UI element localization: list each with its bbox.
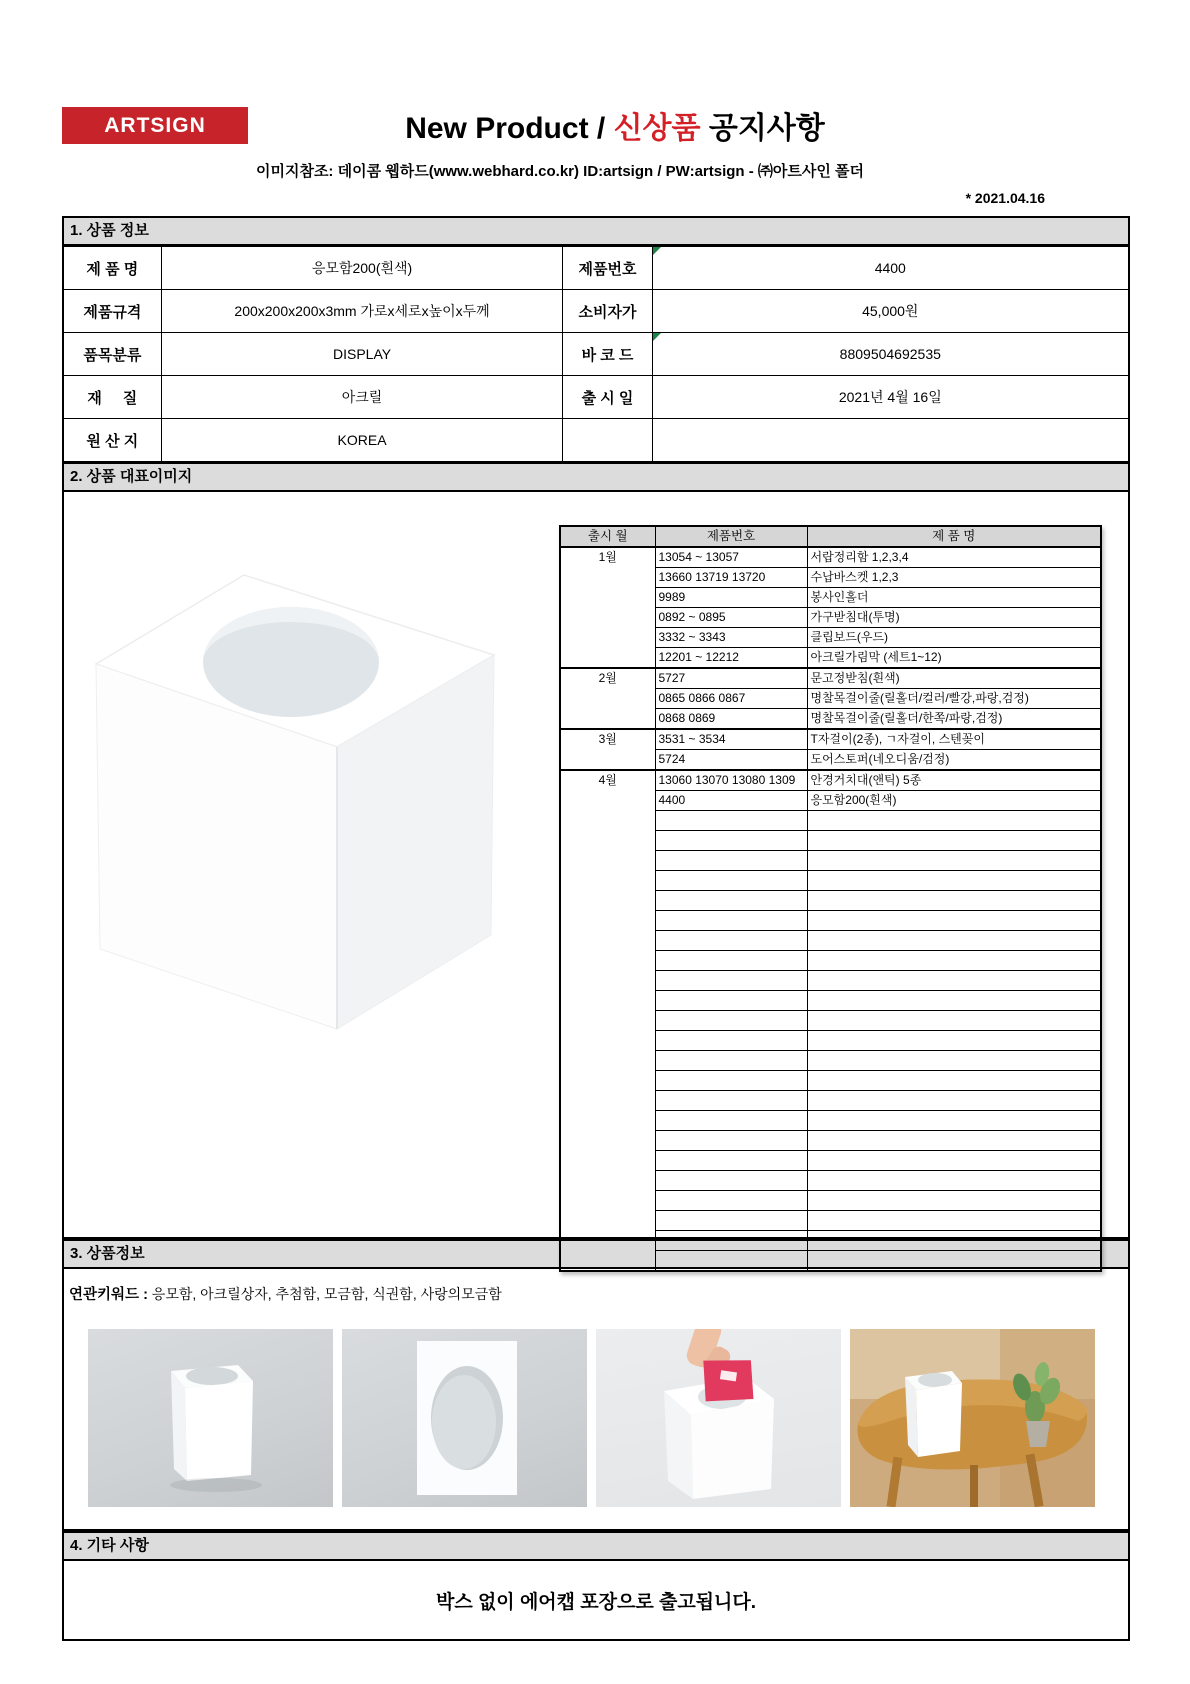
product-name-cell [807,811,1101,831]
thumbnail-card-insert [596,1329,841,1507]
info-label: 소비자가 [563,290,652,333]
product-name-cell: 명찰목걸이줄(릴홀더/한쪽/파랑,검정) [807,709,1101,730]
info-value: 8809504692535 [652,333,1128,376]
product-name-cell: 응모함200(흰색) [807,791,1101,811]
product-name-cell [807,1031,1101,1051]
info-value [652,419,1128,462]
thumbnail-hole-closeup [342,1329,587,1507]
schedule-column-header: 출시 월 [560,526,655,547]
product-number-cell: 0865 0866 0867 [655,689,807,709]
product-number-cell [655,971,807,991]
product-name-cell [807,911,1101,931]
product-number-cell [655,1031,807,1051]
product-number-cell [655,931,807,951]
product-number-cell [655,951,807,971]
schedule-header-row [560,526,1101,547]
release-month-cell: 3월 [560,729,655,770]
product-name-cell [807,1111,1101,1131]
section3-header: 3. 상품정보 [64,1239,1128,1269]
thumb1-box-illustration [88,1329,333,1507]
product-name-cell: 봉사인홀더 [807,588,1101,608]
product-number-cell: 13660 13719 13720 [655,568,807,588]
info-value: 200x200x200x3mm 가로x세로x높이x두께 [161,290,563,333]
info-value: 2021년 4월 16일 [652,376,1128,419]
product-number-cell: 5724 [655,750,807,771]
info-label: 원 산 지 [64,419,161,462]
product-number-cell: 3332 ~ 3343 [655,628,807,648]
image-reference-note: 이미지참조: 데이콤 웹하드(www.webhard.co.kr) ID:artsign / PW:artsign - ㈜아트사인 폴더 [255,163,865,180]
title-part2: 공지사항 [700,112,825,145]
product-number-cell [655,851,807,871]
product-info-row [64,376,1128,419]
product-name-cell: 클립보드(우드) [807,628,1101,648]
product-name-cell [807,1131,1101,1151]
product-number-cell [655,871,807,891]
section1-header: 1. 상품 정보 [64,218,1128,246]
product-number-cell: 0892 ~ 0895 [655,608,807,628]
product-number-cell [655,1051,807,1071]
product-number-cell [655,1131,807,1151]
page-title [40,103,1190,147]
thumb4-scene-illustration [850,1329,1095,1507]
product-info-row [64,333,1128,376]
artsign-logo-text: ARTSIGN [104,113,206,137]
product-number-cell [655,1191,807,1211]
info-value: KOREA [161,419,563,462]
info-label: 바 코 드 [563,333,652,376]
product-number-cell: 12201 ~ 12212 [655,648,807,669]
product-name-cell [807,1151,1101,1171]
schedule-column-header: 제품번호 [655,526,807,547]
product-name-cell [807,1091,1101,1111]
section2-header: 2. 상품 대표이미지 [64,462,1128,492]
release-month-cell: 1월 [560,547,655,668]
schedule-row [560,547,1101,568]
product-name-cell [807,1251,1101,1272]
product-name-cell: 서랍정리함 1,2,3,4 [807,547,1101,568]
product-name-cell [807,951,1101,971]
product-number-cell [655,1231,807,1251]
thumbnail-box-angled [88,1329,333,1507]
product-number-cell: 5727 [655,668,807,689]
product-info-row [64,290,1128,333]
info-label: 출 시 일 [563,376,652,419]
excel-comment-marker-icon [653,333,661,341]
product-number-cell [655,1151,807,1171]
product-name-cell [807,1011,1101,1031]
product-number-cell [655,1111,807,1131]
section3-content [64,1269,1128,1531]
product-name-cell: 수납바스켓 1,2,3 [807,568,1101,588]
info-value: 45,000원 [652,290,1128,333]
product-number-cell: 9989 [655,588,807,608]
product-number-cell [655,1011,807,1031]
shipping-note: 박스 없이 에어캡 포장으로 출고됩니다. [435,1591,757,1613]
product-name-cell [807,1051,1101,1071]
info-label [563,419,652,462]
info-label: 제품번호 [563,247,652,290]
product-name-cell: 도어스토퍼(네오디움/검정) [807,750,1101,771]
product-number-cell: 13060 13070 13080 1309 [655,770,807,791]
product-name-cell: 문고정받침(흰색) [807,668,1101,689]
info-value: DISPLAY [161,333,563,376]
release-month-cell: 2월 [560,668,655,729]
thumb3-insert-illustration [596,1329,841,1507]
info-value: 4400 [652,247,1128,290]
product-name-cell: 명찰목걸이줄(릴홀더/컬러/빨강,파랑,검정) [807,689,1101,709]
date-note: * 2021.04.16 [965,190,1045,206]
schedule-row [560,729,1101,750]
schedule-row [560,668,1101,689]
section4-content [64,1561,1128,1639]
product-photo [94,567,524,1032]
schedule-row [560,770,1101,791]
product-number-cell: 0868 0869 [655,709,807,730]
product-number-cell: 4400 [655,791,807,811]
section2-content [64,492,1128,1239]
product-name-cell [807,1211,1101,1231]
thumbnail-table-scene [850,1329,1095,1507]
info-label: 제 품 명 [64,247,161,290]
product-number-cell: 13054 ~ 13057 [655,547,807,568]
product-name-cell [807,831,1101,851]
product-number-cell [655,811,807,831]
product-name-cell [807,871,1101,891]
product-name-cell: T자걸이(2종), ㄱ자걸이, 스텐꽂이 [807,729,1101,750]
info-label: 재 질 [64,376,161,419]
excel-comment-marker-icon [653,247,661,255]
product-number-cell [655,991,807,1011]
product-number-cell [655,1211,807,1231]
info-value: 아크릴 [161,376,563,419]
product-name-cell [807,1071,1101,1091]
info-value: 응모함200(흰색) [161,247,563,290]
product-info-row [64,247,1128,290]
document-frame [62,216,1130,1641]
product-number-cell [655,1171,807,1191]
release-schedule-table [559,525,1102,1272]
info-label: 품목분류 [64,333,161,376]
product-number-cell [655,891,807,911]
related-keywords [64,1269,1128,1304]
keywords-list: 응모함, 아크릴상자, 추첨함, 모금함, 식권함, 사랑의모금함 [147,1286,502,1302]
product-number-cell [655,1251,807,1272]
section4-header: 4. 기타 사항 [64,1531,1128,1561]
product-info-row [64,419,1128,462]
product-name-cell [807,891,1101,911]
product-name-cell [807,971,1101,991]
product-name-cell: 안경거치대(앤틱) 5종 [807,770,1101,791]
product-number-cell [655,1071,807,1091]
keywords-label: 연관키워드 : [69,1287,148,1303]
product-number-cell [655,1091,807,1111]
schedule-column-header: 제 품 명 [807,526,1101,547]
product-name-cell [807,931,1101,951]
product-info-table [64,246,1128,462]
product-name-cell [807,991,1101,1011]
release-month-cell: 4월 [560,770,655,1271]
title-accent: 신상품 [613,112,701,145]
product-number-cell: 3531 ~ 3534 [655,729,807,750]
title-part1: New Product / [405,112,614,145]
product-name-cell [807,1171,1101,1191]
product-name-cell: 가구받침대(투명) [807,608,1101,628]
product-name-cell [807,851,1101,871]
thumb2-hole-illustration [342,1329,587,1507]
product-number-cell [655,831,807,851]
info-label: 제품규격 [64,290,161,333]
product-name-cell [807,1231,1101,1251]
product-name-cell: 아크릴가림막 (세트1~12) [807,648,1101,669]
product-number-cell [655,911,807,931]
product-name-cell [807,1191,1101,1211]
thumbnail-row [88,1329,1095,1507]
